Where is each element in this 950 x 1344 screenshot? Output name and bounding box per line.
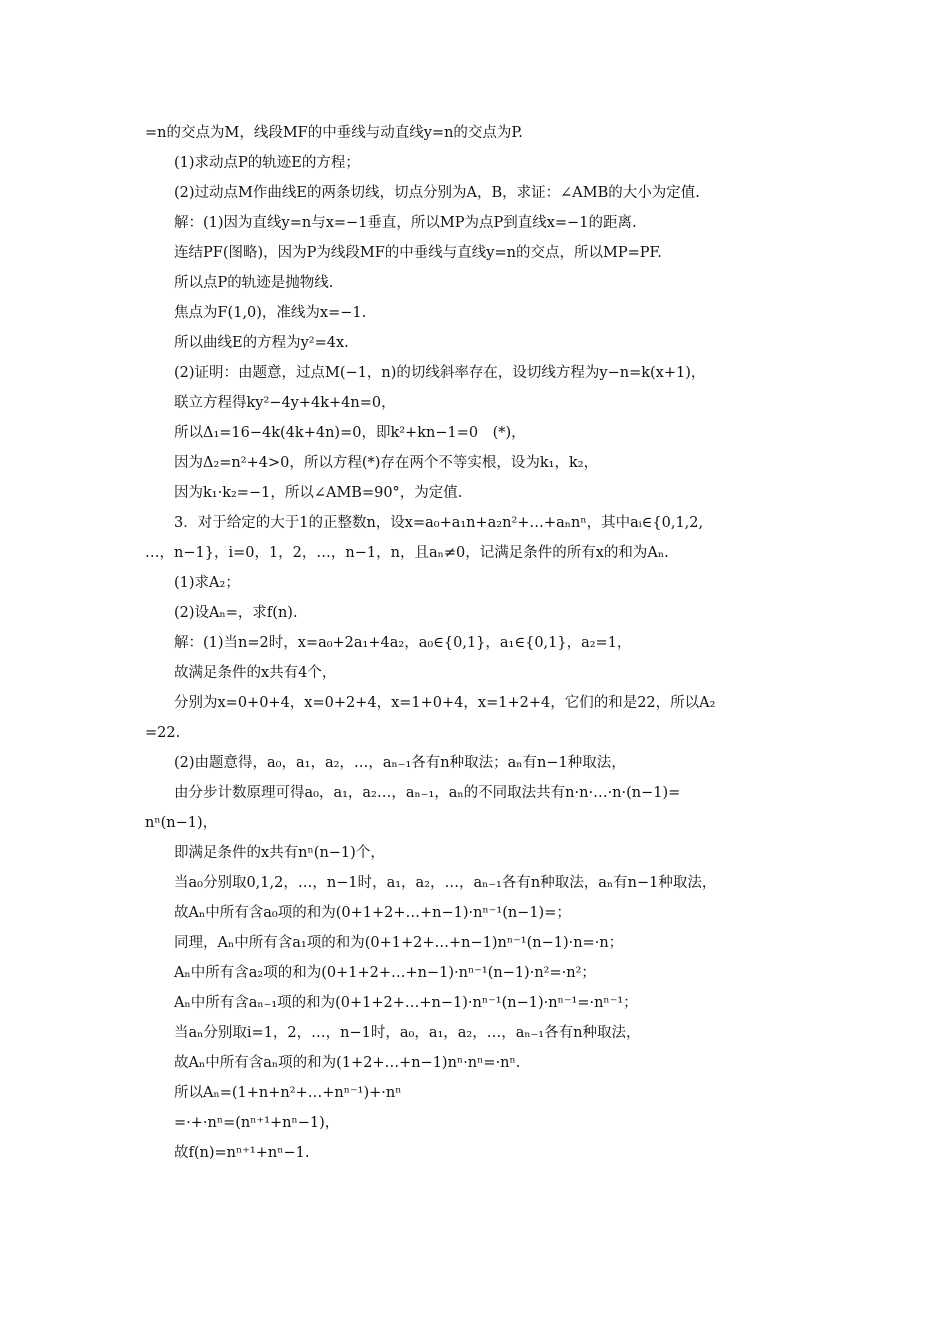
text-line: 由分步计数原理可得a₀，a₁，a₂…，aₙ₋₁，aₙ的不同取法共有n·n·…·n·(n−1)=	[174, 785, 681, 801]
text-line: 焦点为F(1,0)，准线为x=−1.	[174, 305, 367, 321]
text-line: 联立方程得ky²−4y+4k+4n=0，	[174, 395, 396, 411]
text-line: (2)设Aₙ=，求f(n).	[174, 605, 298, 621]
text-line: 故满足条件的x共有4个，	[174, 665, 337, 681]
text-line: 解：(1)因为直线y=n与x=−1垂直，所以MP为点P到直线x=−1的距离.	[174, 215, 637, 231]
text-line: 3．对于给定的大于1的正整数n，设x=a₀+a₁n+a₂n²+…+aₙnⁿ，其中aᵢ∈{0,1,2,	[174, 515, 704, 531]
text-line: 解：(1)当n=2时，x=a₀+2a₁+4a₂，a₀∈{0,1}，a₁∈{0,1}，a₂=1，	[174, 635, 632, 651]
text-line: 故Aₙ中所有含aₙ项的和为(1+2+…+n−1)nⁿ·nⁿ=·nⁿ.	[174, 1055, 521, 1071]
text-line: 所以点P的轨迹是抛物线.	[174, 275, 334, 291]
text-line: (2)证明：由题意，过点M(−1，n)的切线斜率存在，设切线方程为y−n=k(x+1)，	[174, 365, 706, 381]
text-line: 当a₀分别取0,1,2，…，n−1时，a₁，a₂，…，aₙ₋₁各有n种取法，aₙ有n−1种取法，	[174, 875, 717, 891]
text-line: =n的交点为M，线段MF的中垂线与动直线y=n的交点为P.	[145, 125, 523, 141]
text-line: 故Aₙ中所有含a₀项的和为(0+1+2+…+n−1)·nⁿ⁻¹(n−1)=；	[174, 905, 571, 921]
text-line: 所以曲线E的方程为y²=4x.	[174, 335, 349, 351]
text-line: =·+·nⁿ=(nⁿ⁺¹+nⁿ−1)，	[174, 1115, 340, 1131]
text-line: 因为k₁·k₂=−1，所以∠AMB=90°，为定值.	[174, 485, 463, 501]
text-line: 因为Δ₂=n²+4>0，所以方程(*)存在两个不等实根，设为k₁，k₂，	[174, 455, 599, 471]
text-line: 连结PF(图略)，因为P为线段MF的中垂线与直线y=n的交点，所以MP=PF.	[174, 245, 662, 261]
text-line: 即满足条件的x共有nⁿ(n−1)个，	[174, 845, 385, 861]
text-line: …，n−1}，i=0，1，2，…，n−1，n，且aₙ≠0，记满足条件的所有x的和为Aₙ.	[145, 545, 669, 561]
text-line: nⁿ(n−1)，	[145, 815, 218, 831]
text-line: (1)求A₂；	[174, 575, 240, 591]
text-line: 故f(n)=nⁿ⁺¹+nⁿ−1.	[174, 1145, 310, 1161]
text-line: Aₙ中所有含aₙ₋₁项的和为(0+1+2+…+n−1)·nⁿ⁻¹(n−1)·nⁿ⁻¹=·nⁿ⁻¹；	[174, 995, 638, 1011]
text-line: 所以Δ₁=16−4k(4k+4n)=0，即k²+kn−1=0 (*)，	[174, 425, 526, 441]
text-line: =22.	[145, 725, 181, 741]
text-line: 当aₙ分别取i=1，2，…，n−1时，a₀，a₁，a₂，…，aₙ₋₁各有n种取法，	[174, 1025, 641, 1041]
text-line: 分别为x=0+0+4，x=0+2+4，x=1+0+4，x=1+2+4，它们的和是22，所以A₂	[174, 695, 716, 711]
text-line: Aₙ中所有含a₂项的和为(0+1+2+…+n−1)·nⁿ⁻¹(n−1)·n²=·n²；	[174, 965, 596, 981]
text-line: (2)由题意得，a₀，a₁，a₂，…，aₙ₋₁各有n种取法；aₙ有n−1种取法，	[174, 755, 626, 771]
text-line: 同理，Aₙ中所有含a₁项的和为(0+1+2+…+n−1)nⁿ⁻¹(n−1)·n=·n；	[174, 935, 624, 951]
text-line: (1)求动点P的轨迹E的方程；	[174, 155, 360, 171]
text-line: (2)过动点M作曲线E的两条切线，切点分别为A，B，求证：∠AMB的大小为定值.	[174, 185, 700, 201]
text-line: 所以Aₙ=(1+n+n²+…+nⁿ⁻¹)+·nⁿ	[174, 1085, 402, 1101]
